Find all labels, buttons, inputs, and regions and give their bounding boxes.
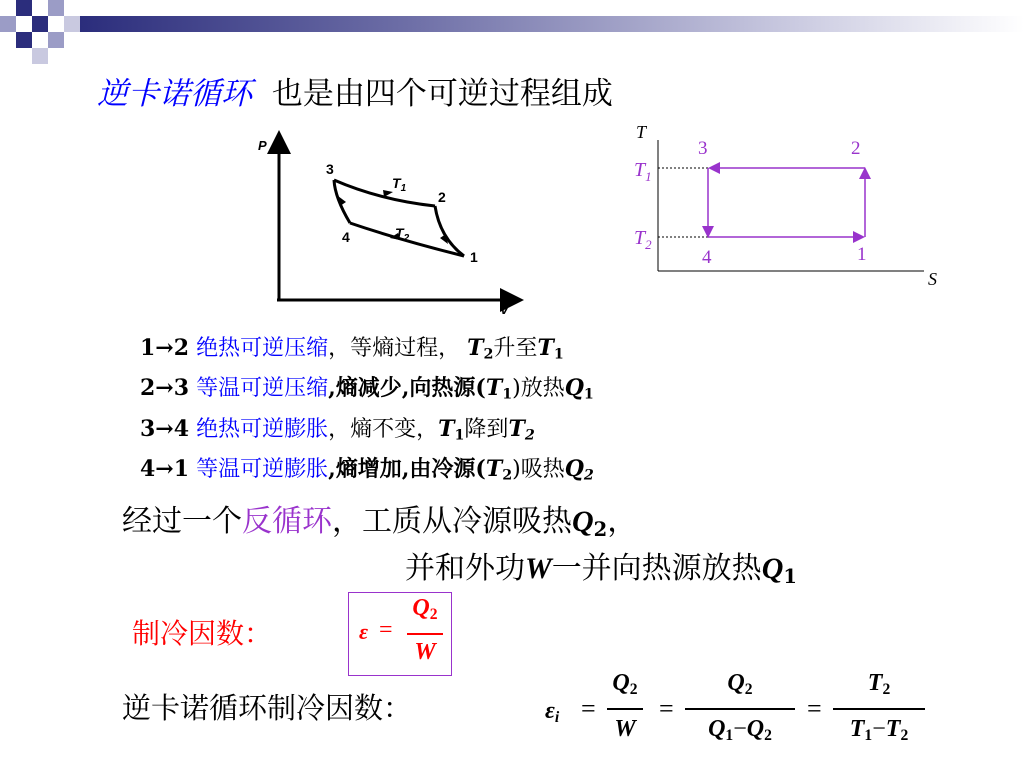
process-line-3: 3→4 绝热可逆膨胀，熵不变，$T_1$降到$T_2$ — [140, 416, 535, 444]
ts-point-2: 2 — [851, 138, 861, 159]
carnot-f1-den: W — [614, 716, 636, 742]
ts-t-label: T — [636, 122, 647, 142]
process-line-4: 4→1 等温可逆膨胀,熵增加,由冷源$(T_2)$吸热$Q_2$ — [140, 456, 594, 484]
ts-t2-label: $T_2$ — [634, 227, 652, 252]
pv-t2-label: $T_2$ — [395, 225, 410, 244]
cop-numerator: $Q_2$ — [412, 595, 438, 623]
title-highlight: 逆卡诺循环 — [97, 76, 252, 112]
pv-p-label: P — [258, 138, 267, 153]
pv-diagram — [250, 128, 530, 318]
carnot-f3-num: $T_2$ — [867, 670, 891, 698]
pv-point-4: 4 — [342, 229, 350, 245]
carnot-f1-num: $Q_2$ — [612, 670, 638, 698]
carnot-cop-label: 逆卡诺循环制冷因数： — [122, 691, 413, 725]
carnot-f1-line — [607, 708, 643, 710]
summary-line-1: 经过一个反循环，工质从冷源吸热$Q_2$， — [122, 504, 638, 541]
ts-diagram — [626, 118, 946, 293]
process-line-1: 1→2 绝热可逆压缩，等熵过程， $T_2$升至$T_1$ — [140, 335, 564, 363]
title-bar-decoration — [80, 16, 1024, 32]
cop-fraction-line — [407, 633, 443, 635]
page-title — [97, 68, 613, 113]
carnot-epsilon: $\varepsilon_i$ — [545, 698, 560, 726]
cop-formula-box — [348, 592, 452, 676]
process-line-2: 2→3 等温可逆压缩,熵减少,向热源$(T_1)$放热$Q_1$ — [140, 375, 594, 403]
title-rest: 也是由四个可逆过程组成 — [271, 76, 613, 112]
carnot-eq-2: = — [659, 694, 674, 723]
ts-s-label: S — [928, 269, 937, 289]
ts-point-1: 1 — [857, 244, 867, 265]
pv-arrow-a — [383, 190, 393, 197]
pv-point-2: 2 — [438, 189, 446, 205]
carnot-f2-num: $Q_2$ — [727, 670, 753, 698]
summary-line-2: 并和外功W一并向热源放热$Q_1$ — [405, 551, 797, 588]
ts-point-3: 3 — [698, 138, 708, 159]
ts-point-4: 4 — [702, 247, 712, 268]
carnot-eq-1: = — [581, 694, 596, 723]
carnot-f3-line — [833, 708, 925, 710]
pv-point-3: 3 — [326, 161, 334, 177]
pv-point-1: 1 — [470, 249, 478, 265]
pv-v-label: V — [500, 302, 509, 317]
carnot-f3-den: $T_1-T_2$ — [849, 716, 909, 744]
cop-epsilon: ε — [359, 619, 369, 644]
carnot-eq-3: = — [807, 694, 822, 723]
cop-label: 制冷因数： — [132, 617, 273, 650]
ts-t1-label: $T_1$ — [634, 159, 652, 184]
carnot-cop-formula — [545, 668, 930, 758]
carnot-f2-den: $Q_1-Q_2$ — [708, 716, 772, 744]
carnot-f2-line — [685, 708, 795, 710]
pv-t1-label: $T_1$ — [392, 175, 407, 194]
cop-equals: = — [379, 617, 393, 643]
cop-denominator: W — [414, 639, 436, 665]
